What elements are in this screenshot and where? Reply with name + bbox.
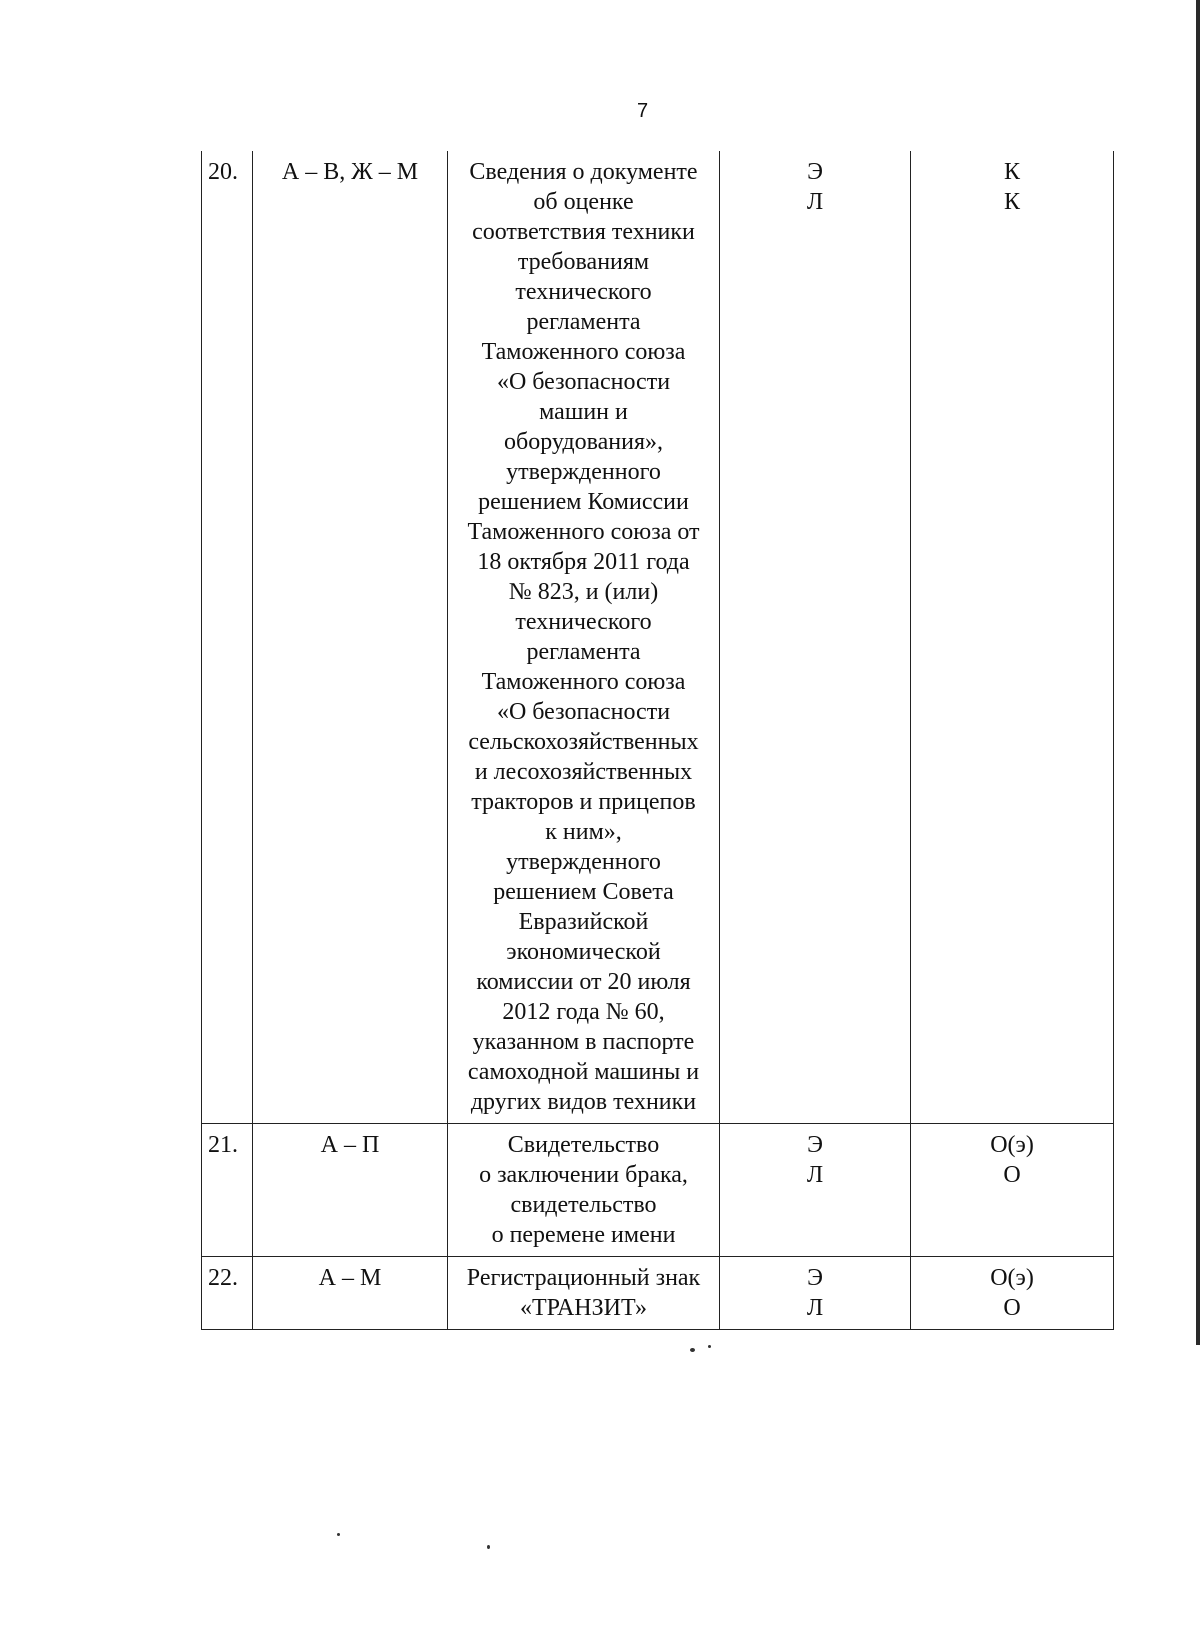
document-requirement-codes [911,151,1114,1124]
row-number: 20. [202,151,253,1124]
requirement-code: О [1003,1162,1021,1188]
form-code: Л [806,1295,824,1321]
description-line: Таможенного союза от [467,519,700,545]
description-line: тракторов и прицепов [471,789,696,815]
table-row [202,1257,1114,1330]
description-line: технического [515,279,652,305]
document-forms [720,1124,911,1257]
description-line: и лесохозяйственных [474,759,693,785]
vehicle-categories: А – М [253,1257,448,1330]
description-line: регламента [526,639,641,665]
table-row [202,151,1114,1124]
requirement-code: О [1003,1295,1021,1321]
form-code: Э [807,159,823,185]
form-code: Э [807,1132,823,1158]
form-code: Л [806,189,824,215]
document-requirement-codes [911,1124,1114,1257]
form-code: Л [806,1162,824,1188]
description-line: Регистрационный знак [466,1265,701,1291]
description-line: о перемене имени [491,1222,676,1248]
description-line: других видов техники [470,1089,697,1115]
description-line: 2012 года № 60, [502,999,665,1025]
scan-speck [337,1533,340,1536]
document-description [448,1124,720,1257]
description-line: Таможенного союза [481,669,686,695]
table-row [202,1124,1114,1257]
description-line: комиссии от 20 июля [476,969,691,995]
description-line: самоходной машины и [467,1059,700,1085]
description-line: «О безопасности [496,699,671,725]
description-line: технического [515,609,652,635]
description-line: Свидетельство [507,1132,660,1158]
description-line: требованиям [517,249,650,275]
requirement-code: К [1003,159,1020,185]
description-line: о заключении брака, [479,1162,688,1188]
document-description [448,1257,720,1330]
description-line: соответствия техники [472,219,695,245]
page-number: 7 [636,100,649,122]
document-forms [720,151,911,1124]
description-line: Сведения о документе [469,159,698,185]
description-line: решением Совета [493,879,674,905]
form-code: Э [807,1265,823,1291]
document-forms [720,1257,911,1330]
description-line: «ТРАНЗИТ» [520,1295,647,1321]
requirement-code: О(э) [990,1132,1034,1158]
scan-speck [690,1348,695,1352]
description-line: Евразийской [518,909,649,935]
scan-speck [487,1545,490,1549]
document-description [448,151,720,1124]
description-line: экономической [506,939,661,965]
document-requirement-codes [911,1257,1114,1330]
description-line: машин и [539,399,628,425]
description-line: к ним», [545,819,622,845]
description-line: Таможенного союза [481,339,686,365]
description-line: сельскохозяйственных [468,729,699,755]
description-line: 18 октября 2011 года [477,549,690,575]
description-line: об оценке [533,189,634,215]
scan-speck [708,1345,711,1348]
description-line: указанном в паспорте [472,1029,695,1055]
description-line: «О безопасности [496,369,671,395]
row-number: 22. [202,1257,253,1330]
requirement-code: О(э) [990,1265,1034,1291]
description-line: утвержденного [506,849,661,875]
description-line: свидетельство [510,1192,657,1218]
description-line: решением Комиссии [478,489,689,515]
vehicle-categories: А – В, Ж – М [253,151,448,1124]
document-table [201,151,1114,1330]
row-number: 21. [202,1124,253,1257]
description-line: утвержденного [506,459,661,485]
description-line: № 823, и (или) [508,579,659,605]
scan-edge [1196,0,1200,1345]
requirement-code: К [1003,189,1020,215]
vehicle-categories: А – П [253,1124,448,1257]
description-line: оборудования», [504,429,663,455]
description-line: регламента [526,309,641,335]
